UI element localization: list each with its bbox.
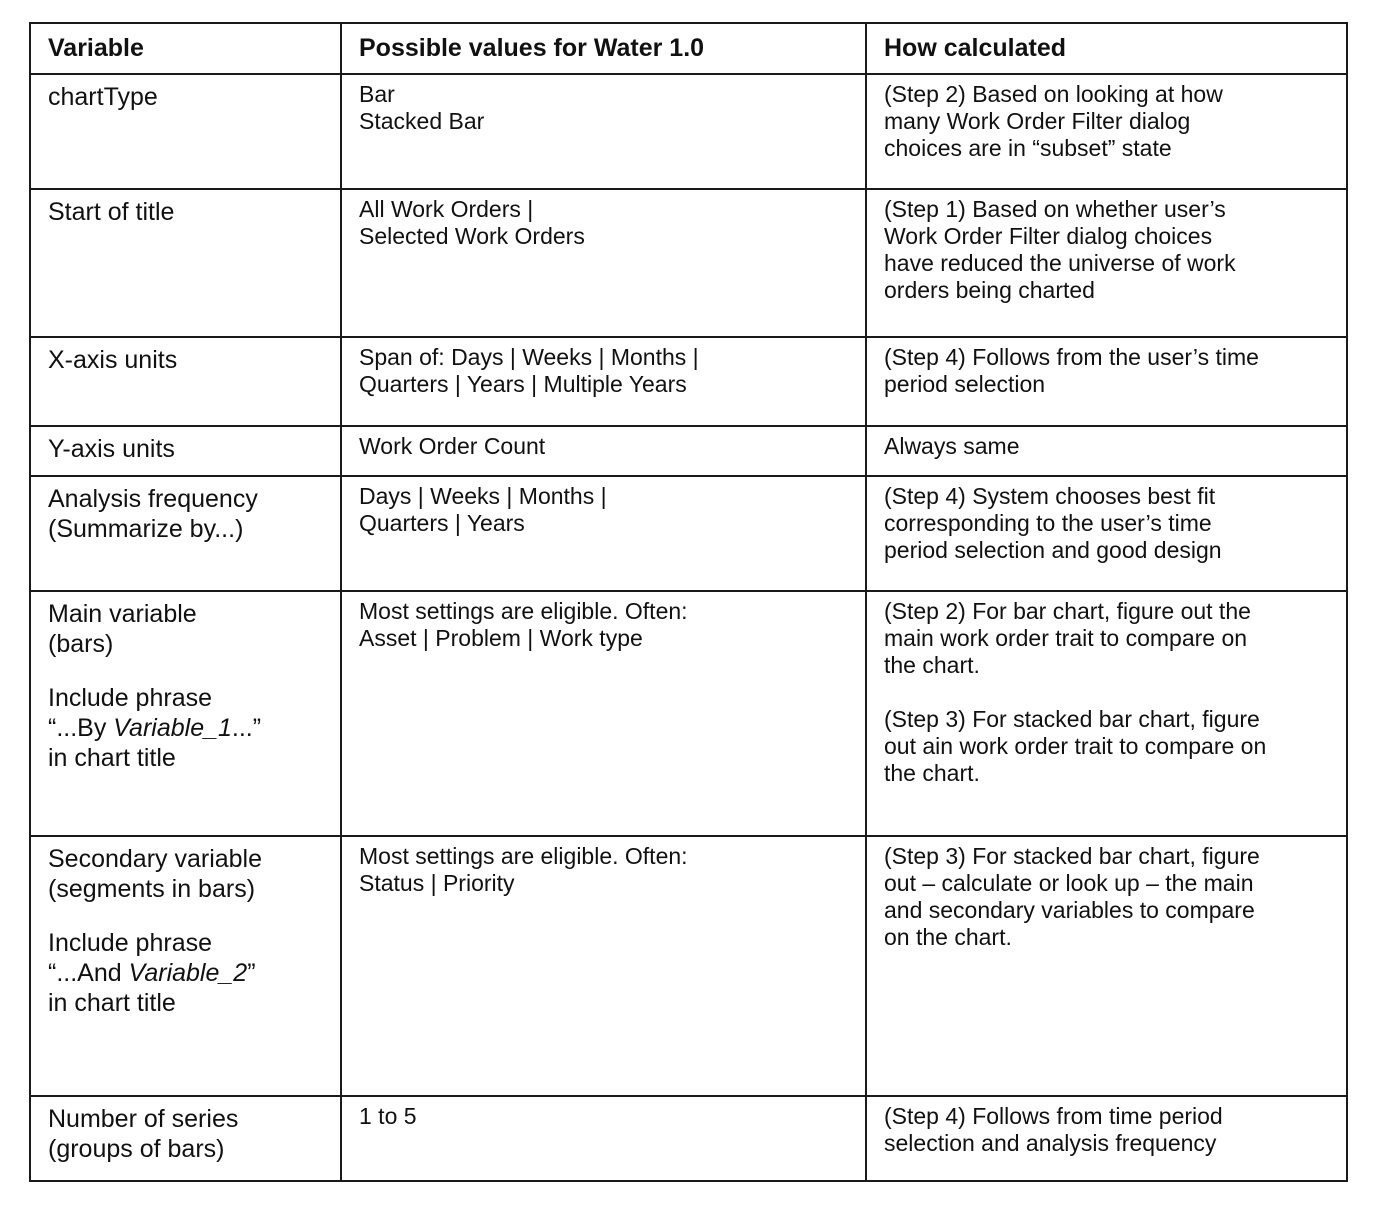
values-text: Span of: Days | Weeks | Months | <box>359 344 699 370</box>
values-cell <box>341 476 866 591</box>
values-cell <box>341 836 866 1096</box>
variable-text: Analysis frequency <box>48 485 258 513</box>
header-possible-values: Possible values for Water 1.0 <box>341 23 866 74</box>
variable-text: (segments in bars) <box>48 875 256 903</box>
values-cell <box>341 1096 866 1181</box>
phrase-variable: Variable_1 <box>113 714 232 742</box>
spacer <box>48 904 330 928</box>
calc-text: on the chart. <box>884 924 1012 950</box>
table-header-row <box>30 23 1347 74</box>
phrase-suffix: ” <box>247 959 256 987</box>
calc-text: Always same <box>884 433 1020 459</box>
variable-cell <box>30 1096 341 1181</box>
calc-text: the chart. <box>884 760 980 786</box>
values-text: Most settings are eligible. Often: <box>359 598 688 624</box>
calc-text: main work order trait to compare on <box>884 625 1248 651</box>
phrase-variable: Variable_2 <box>128 959 248 987</box>
table-row <box>30 591 1347 836</box>
calc-text: choices are in “subset” state <box>884 135 1172 161</box>
values-text: Selected Work Orders <box>359 223 585 249</box>
calc-paragraph <box>884 706 1336 787</box>
calc-cell <box>866 426 1347 476</box>
variable-cell <box>30 337 341 426</box>
values-cell <box>341 337 866 426</box>
variable-text: Start of title <box>48 198 175 226</box>
calc-cell <box>866 189 1347 337</box>
variable-phrase-label: Include phrase <box>48 929 213 957</box>
values-cell <box>341 591 866 836</box>
calc-text: out – calculate or look up – the main <box>884 870 1254 896</box>
calc-text: many Work Order Filter dialog <box>884 108 1191 134</box>
phrase-prefix: “...By <box>48 714 114 742</box>
calc-cell <box>866 74 1347 189</box>
calc-text: corresponding to the user’s time <box>884 510 1212 536</box>
calc-text: (Step 1) Based on whether user’s <box>884 196 1226 222</box>
variable-phrase-tail: in chart title <box>48 989 176 1017</box>
calc-text: (Step 2) For bar chart, figure out the <box>884 598 1251 624</box>
values-text: Status | Priority <box>359 870 515 896</box>
calc-text: (Step 4) System chooses best fit <box>884 483 1216 509</box>
calc-text: (Step 3) For stacked bar chart, figure <box>884 706 1260 732</box>
values-text: Stacked Bar <box>359 108 485 134</box>
variable-phrase-tail: in chart title <box>48 744 176 772</box>
values-text: All Work Orders | <box>359 196 534 222</box>
calc-text: Work Order Filter dialog choices <box>884 223 1213 249</box>
variable-cell <box>30 189 341 337</box>
values-text: Quarters | Years | Multiple Years <box>359 371 687 397</box>
variable-text: Y-axis units <box>48 435 175 463</box>
calc-text: (Step 3) For stacked bar chart, figure <box>884 843 1260 869</box>
variable-text: (Summarize by...) <box>48 515 244 543</box>
variable-text: (groups of bars) <box>48 1135 225 1163</box>
values-text: 1 to 5 <box>359 1103 417 1129</box>
variables-table <box>29 22 1348 1182</box>
phrase-suffix: ...” <box>231 714 262 742</box>
values-text: Days | Weeks | Months | <box>359 483 607 509</box>
table-row <box>30 337 1347 426</box>
table-row <box>30 74 1347 189</box>
calc-cell <box>866 1096 1347 1181</box>
calc-text: the chart. <box>884 652 980 678</box>
values-text: Asset | Problem | Work type <box>359 625 643 651</box>
calc-text: have reduced the universe of work <box>884 250 1236 276</box>
variable-phrase-label: Include phrase <box>48 684 213 712</box>
calc-text: (Step 4) Follows from the user’s time <box>884 344 1259 370</box>
table-row <box>30 189 1347 337</box>
variable-cell <box>30 836 341 1096</box>
variable-phrase <box>48 958 330 988</box>
variable-text: Main variable <box>48 600 197 628</box>
values-cell <box>341 189 866 337</box>
variable-cell <box>30 426 341 476</box>
values-text: Work Order Count <box>359 433 546 459</box>
calc-cell <box>866 836 1347 1096</box>
variable-text: chartType <box>48 83 158 111</box>
phrase-prefix: “...And <box>48 959 129 987</box>
calc-text: orders being charted <box>884 277 1095 303</box>
calc-cell <box>866 591 1347 836</box>
calc-text: period selection and good design <box>884 537 1222 563</box>
values-text: Quarters | Years <box>359 510 525 536</box>
table-row <box>30 836 1347 1096</box>
variable-text: X-axis units <box>48 346 178 374</box>
calc-text: period selection <box>884 371 1046 397</box>
table-row <box>30 1096 1347 1181</box>
values-cell <box>341 74 866 189</box>
variable-cell <box>30 74 341 189</box>
calc-text: and secondary variables to compare <box>884 897 1255 923</box>
calc-text: (Step 4) Follows from time period <box>884 1103 1223 1129</box>
table-row <box>30 476 1347 591</box>
values-cell <box>341 426 866 476</box>
variable-text: Number of series <box>48 1105 239 1133</box>
spacer <box>48 659 330 683</box>
calc-cell <box>866 476 1347 591</box>
header-variable: Variable <box>30 23 341 74</box>
variable-phrase <box>48 713 330 743</box>
calc-paragraph <box>884 598 1336 679</box>
header-how-calculated: How calculated <box>866 23 1347 74</box>
calc-cell <box>866 337 1347 426</box>
variable-cell <box>30 476 341 591</box>
calc-text: (Step 2) Based on looking at how <box>884 81 1223 107</box>
variable-cell <box>30 591 341 836</box>
calc-text: out ain work order trait to compare on <box>884 733 1267 759</box>
variable-text: Secondary variable <box>48 845 263 873</box>
values-text: Bar <box>359 81 395 107</box>
table-row <box>30 426 1347 476</box>
calc-text: selection and analysis frequency <box>884 1130 1217 1156</box>
variable-text: (bars) <box>48 630 114 658</box>
values-text: Most settings are eligible. Often: <box>359 843 688 869</box>
